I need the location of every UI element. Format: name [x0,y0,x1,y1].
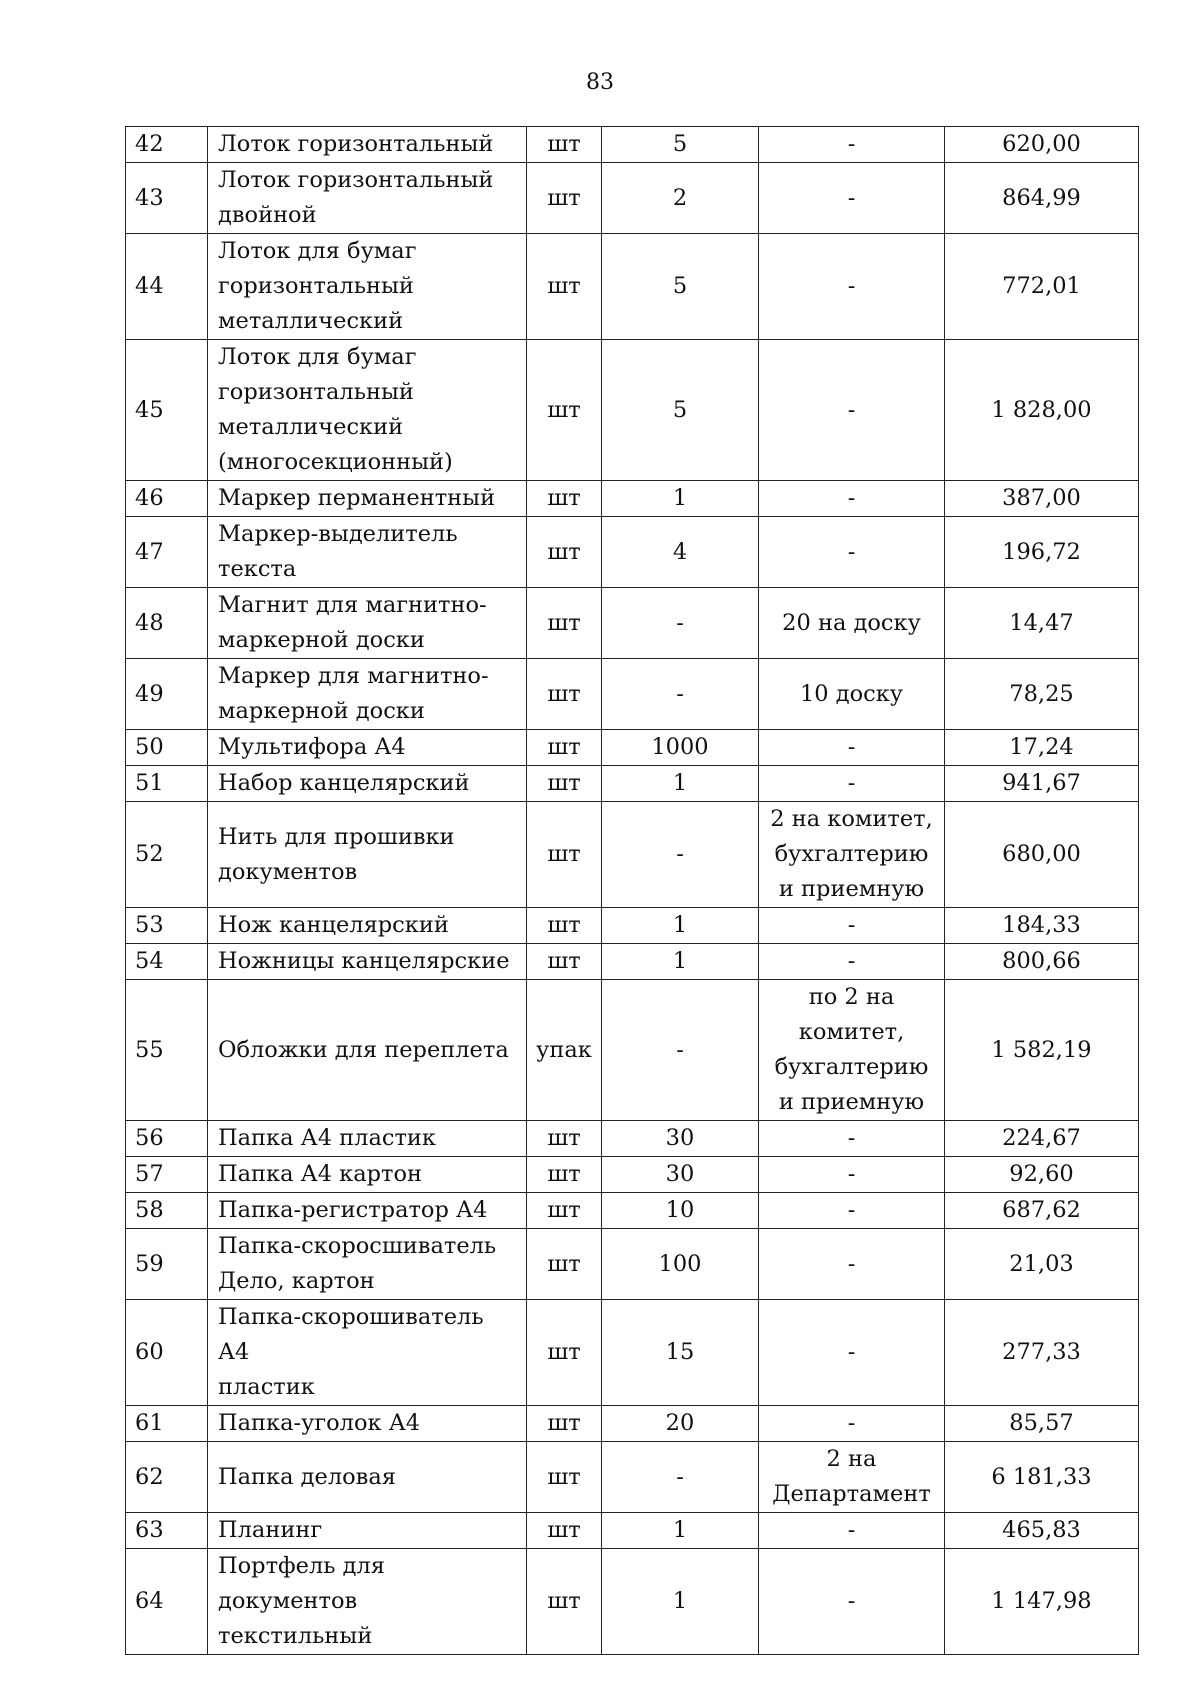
item-quantity: - [602,588,759,659]
item-quantity: 1 [602,766,759,802]
item-quantity: 1 [602,944,759,980]
item-name: Ножницы канцелярские [208,944,527,980]
item-quantity: 1 [602,1549,759,1655]
table-row [126,340,1139,481]
item-number: 55 [126,980,208,1121]
item-quantity: 100 [602,1229,759,1300]
item-note: 10 доску [759,659,945,730]
item-unit: шт [527,1193,602,1229]
item-name: Папка деловая [208,1442,527,1513]
table-row [126,1229,1139,1300]
item-unit: шт [527,1406,602,1442]
item-unit: шт [527,766,602,802]
item-note: - [759,1549,945,1655]
item-price: 680,00 [945,802,1139,908]
item-price: 772,01 [945,234,1139,340]
table-row [126,802,1139,908]
item-price: 85,57 [945,1406,1139,1442]
item-quantity: 30 [602,1157,759,1193]
item-unit: шт [527,1157,602,1193]
item-price: 78,25 [945,659,1139,730]
item-name: Папка А4 картон [208,1157,527,1193]
item-name: Папка-скоросшиватель Дело, картон [208,1229,527,1300]
item-price: 277,33 [945,1300,1139,1406]
item-quantity: 15 [602,1300,759,1406]
item-unit: шт [527,659,602,730]
item-unit: шт [527,1442,602,1513]
item-number: 42 [126,127,208,163]
table-row [126,481,1139,517]
item-note: - [759,944,945,980]
item-note: 2 на комитет, бухгалтерию и приемную [759,802,945,908]
item-quantity: - [602,980,759,1121]
item-note: по 2 на комитет, бухгалтерию и приемную [759,980,945,1121]
item-unit: шт [527,127,602,163]
item-note: - [759,1300,945,1406]
item-note: - [759,766,945,802]
item-number: 51 [126,766,208,802]
item-note: - [759,1406,945,1442]
table-row [126,234,1139,340]
item-price: 6 181,33 [945,1442,1139,1513]
item-price: 17,24 [945,730,1139,766]
item-note: - [759,163,945,234]
item-price: 224,67 [945,1121,1139,1157]
item-note: - [759,1157,945,1193]
item-name: Мультифора А4 [208,730,527,766]
item-price: 21,03 [945,1229,1139,1300]
item-note: - [759,1513,945,1549]
item-number: 53 [126,908,208,944]
item-number: 61 [126,1406,208,1442]
item-number: 59 [126,1229,208,1300]
item-name: Папка-скорошиватель А4 пластик [208,1300,527,1406]
item-note: - [759,340,945,481]
item-number: 54 [126,944,208,980]
table-row [126,766,1139,802]
item-number: 63 [126,1513,208,1549]
item-unit: шт [527,908,602,944]
item-price: 620,00 [945,127,1139,163]
item-unit: шт [527,1229,602,1300]
table-row [126,127,1139,163]
item-unit: шт [527,944,602,980]
table-row [126,659,1139,730]
item-name: Папка-регистратор А4 [208,1193,527,1229]
table-row [126,908,1139,944]
item-note: - [759,481,945,517]
item-number: 60 [126,1300,208,1406]
item-unit: шт [527,730,602,766]
item-number: 44 [126,234,208,340]
item-unit: шт [527,340,602,481]
item-name: Маркер-выделитель текста [208,517,527,588]
table-row [126,944,1139,980]
item-name: Маркер для магнитно-маркерной доски [208,659,527,730]
item-name: Лоток для бумаг горизонтальный металлический (многосекционный) [208,340,527,481]
item-number: 52 [126,802,208,908]
item-unit: шт [527,588,602,659]
item-price: 1 147,98 [945,1549,1139,1655]
item-quantity: 10 [602,1193,759,1229]
item-price: 184,33 [945,908,1139,944]
item-number: 64 [126,1549,208,1655]
item-number: 56 [126,1121,208,1157]
item-name: Обложки для переплета [208,980,527,1121]
item-unit: шт [527,481,602,517]
table-row [126,1549,1139,1655]
item-price: 92,60 [945,1157,1139,1193]
item-number: 49 [126,659,208,730]
item-price: 1 828,00 [945,340,1139,481]
item-number: 46 [126,481,208,517]
item-price: 800,66 [945,944,1139,980]
item-note: - [759,1229,945,1300]
table-row [126,517,1139,588]
item-quantity: 4 [602,517,759,588]
item-unit: шт [527,1121,602,1157]
supplies-table [125,126,1139,1655]
item-number: 43 [126,163,208,234]
table-row [126,1300,1139,1406]
table-row [126,1406,1139,1442]
item-price: 687,62 [945,1193,1139,1229]
item-price: 941,67 [945,766,1139,802]
item-price: 1 582,19 [945,980,1139,1121]
table-row [126,588,1139,659]
item-number: 45 [126,340,208,481]
item-quantity: - [602,1442,759,1513]
item-quantity: 2 [602,163,759,234]
item-name: Лоток горизонтальный [208,127,527,163]
item-number: 58 [126,1193,208,1229]
table-row [126,980,1139,1121]
item-note: 20 на доску [759,588,945,659]
item-price: 864,99 [945,163,1139,234]
item-name: Лоток для бумаг горизонтальный металлический [208,234,527,340]
item-unit: шт [527,517,602,588]
item-quantity: - [602,659,759,730]
item-number: 57 [126,1157,208,1193]
item-name: Лоток горизонтальный двойной [208,163,527,234]
item-name: Портфель для документов текстильный [208,1549,527,1655]
item-unit: шт [527,1549,602,1655]
item-quantity: 20 [602,1406,759,1442]
item-quantity: 5 [602,127,759,163]
item-note: - [759,908,945,944]
table-row [126,163,1139,234]
table-row [126,1157,1139,1193]
item-unit: шт [527,234,602,340]
item-note: 2 на Департамент [759,1442,945,1513]
item-unit: шт [527,802,602,908]
item-number: 50 [126,730,208,766]
table-row [126,1442,1139,1513]
item-price: 387,00 [945,481,1139,517]
item-price: 465,83 [945,1513,1139,1549]
item-number: 47 [126,517,208,588]
item-quantity: 30 [602,1121,759,1157]
item-note: - [759,730,945,766]
item-number: 48 [126,588,208,659]
item-name: Нож канцелярский [208,908,527,944]
item-name: Папка-уголок А4 [208,1406,527,1442]
item-name: Маркер перманентный [208,481,527,517]
table-row [126,1193,1139,1229]
item-name: Папка А4 пластик [208,1121,527,1157]
item-unit: шт [527,1513,602,1549]
item-price: 196,72 [945,517,1139,588]
item-note: - [759,127,945,163]
item-note: - [759,234,945,340]
item-quantity: 5 [602,340,759,481]
item-price: 14,47 [945,588,1139,659]
item-note: - [759,517,945,588]
item-note: - [759,1121,945,1157]
item-quantity: 1 [602,481,759,517]
table-row [126,1121,1139,1157]
table-row [126,1513,1139,1549]
item-quantity: 1000 [602,730,759,766]
item-quantity: 5 [602,234,759,340]
item-unit: упак [527,980,602,1121]
item-note: - [759,1193,945,1229]
item-name: Нить для прошивки документов [208,802,527,908]
item-name: Планинг [208,1513,527,1549]
item-unit: шт [527,163,602,234]
item-name: Магнит для магнитно-маркерной доски [208,588,527,659]
item-number: 62 [126,1442,208,1513]
item-quantity: 1 [602,1513,759,1549]
page-number: 83 [586,70,614,95]
table-row [126,730,1139,766]
item-name: Набор канцелярский [208,766,527,802]
item-quantity: 1 [602,908,759,944]
item-unit: шт [527,1300,602,1406]
item-quantity: - [602,802,759,908]
